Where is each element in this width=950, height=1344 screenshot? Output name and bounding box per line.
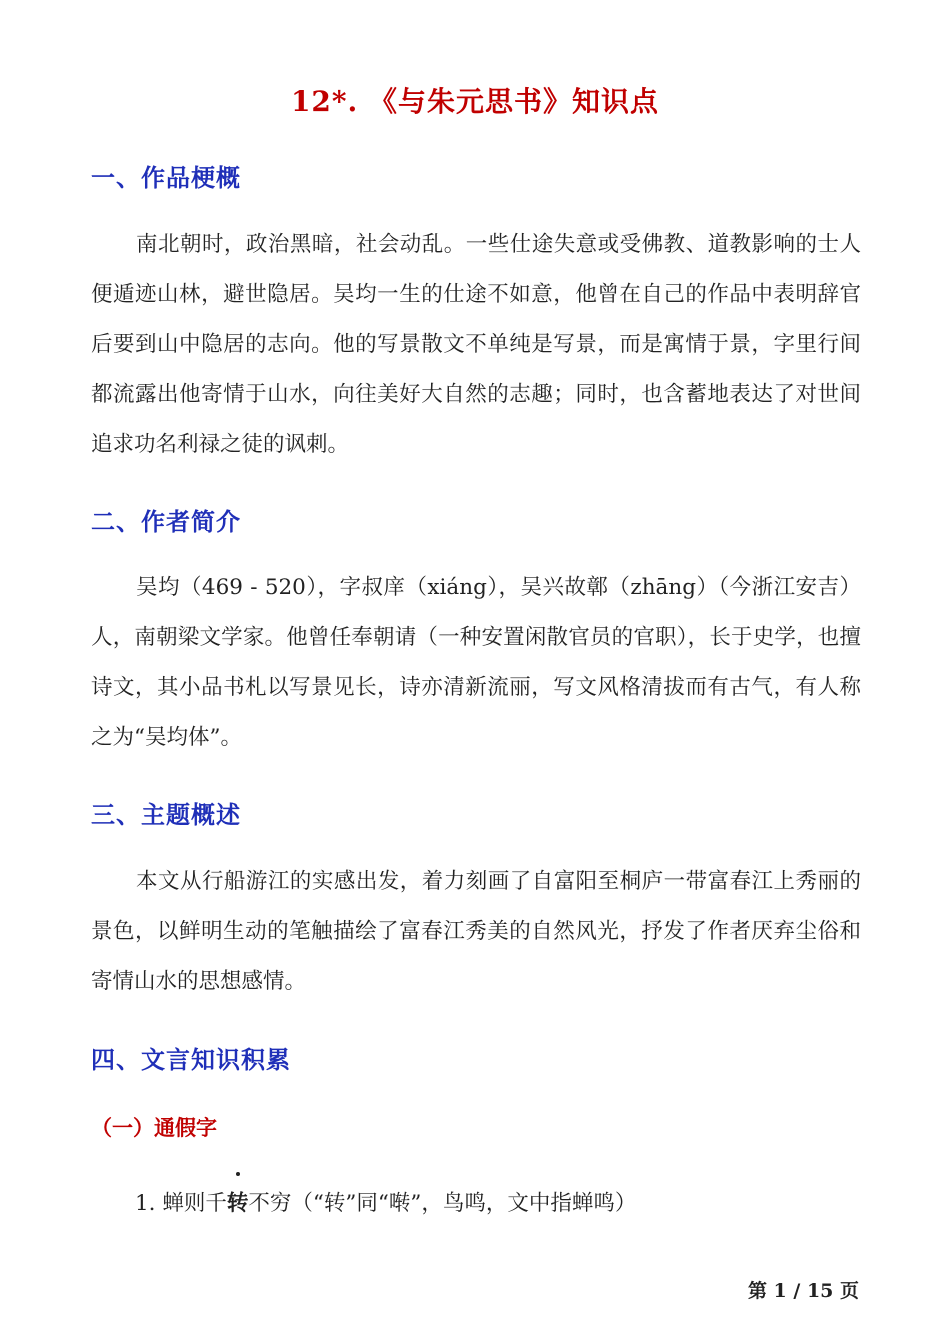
emphasis-dot-icon [236, 1172, 240, 1176]
subsection-heading-tongjiazi: （一）通假字 [91, 1116, 217, 1140]
emphasized-character [227, 1186, 249, 1217]
section-heading-author: 二、作者简介 [91, 508, 241, 536]
page-number: 第 1 / 15 页 [747, 1280, 859, 1302]
section-heading-theme: 三、主题概述 [91, 801, 241, 829]
section-text-author: 吴均（469 - 520），字叔庠（xiáng），吴兴故鄣（zhāng）（今浙江安吉）人，南朝梁文学家。他曾任奉朝请（一种安置闲散官员的官职），长于史学，也擅诗文，其小品书札以写景见长，诗亦清新流丽，写文风格清拔而有古气，有人称之为“吴均体”。 [91, 575, 861, 750]
section-text-summary: 南北朝时，政治黑暗，社会动乱。一些仕途失意或受佛教、道教影响的士人便遁迹山林，避世隐居。吴均一生的仕途不如意，他曾在自己的作品中表明辞官后要到山中隐居的志向。他的写景散文不单纯是写景，而是寓情于景，字里行间都流露出他寄情于山水，向往美好大自然的志趣；同时，也含蓄地表达了对世间追求功名利禄之徒的讽刺。 [91, 232, 861, 457]
emphasized-character-text: 转 [226, 1191, 249, 1216]
section-heading-summary: 一、作品梗概 [91, 164, 241, 192]
list-item-suffix: 不穷（“转”同“啭”，鸟鸣，文中指蝉鸣） [248, 1191, 637, 1216]
list-item-prefix: 1. 蝉则千 [135, 1191, 227, 1216]
list-item [135, 1186, 636, 1217]
section-heading-knowledge: 四、文言知识积累 [91, 1046, 291, 1074]
section-text-theme: 本文从行船游江的实感出发，着力刻画了自富阳至桐庐一带富春江上秀丽的景色，以鲜明生动的笔触描绘了富春江秀美的自然风光，抒发了作者厌弃尘俗和寄情山水的思想感情。 [91, 869, 861, 994]
page-title: 12*. 《与朱元思书》知识点 [290, 85, 660, 118]
